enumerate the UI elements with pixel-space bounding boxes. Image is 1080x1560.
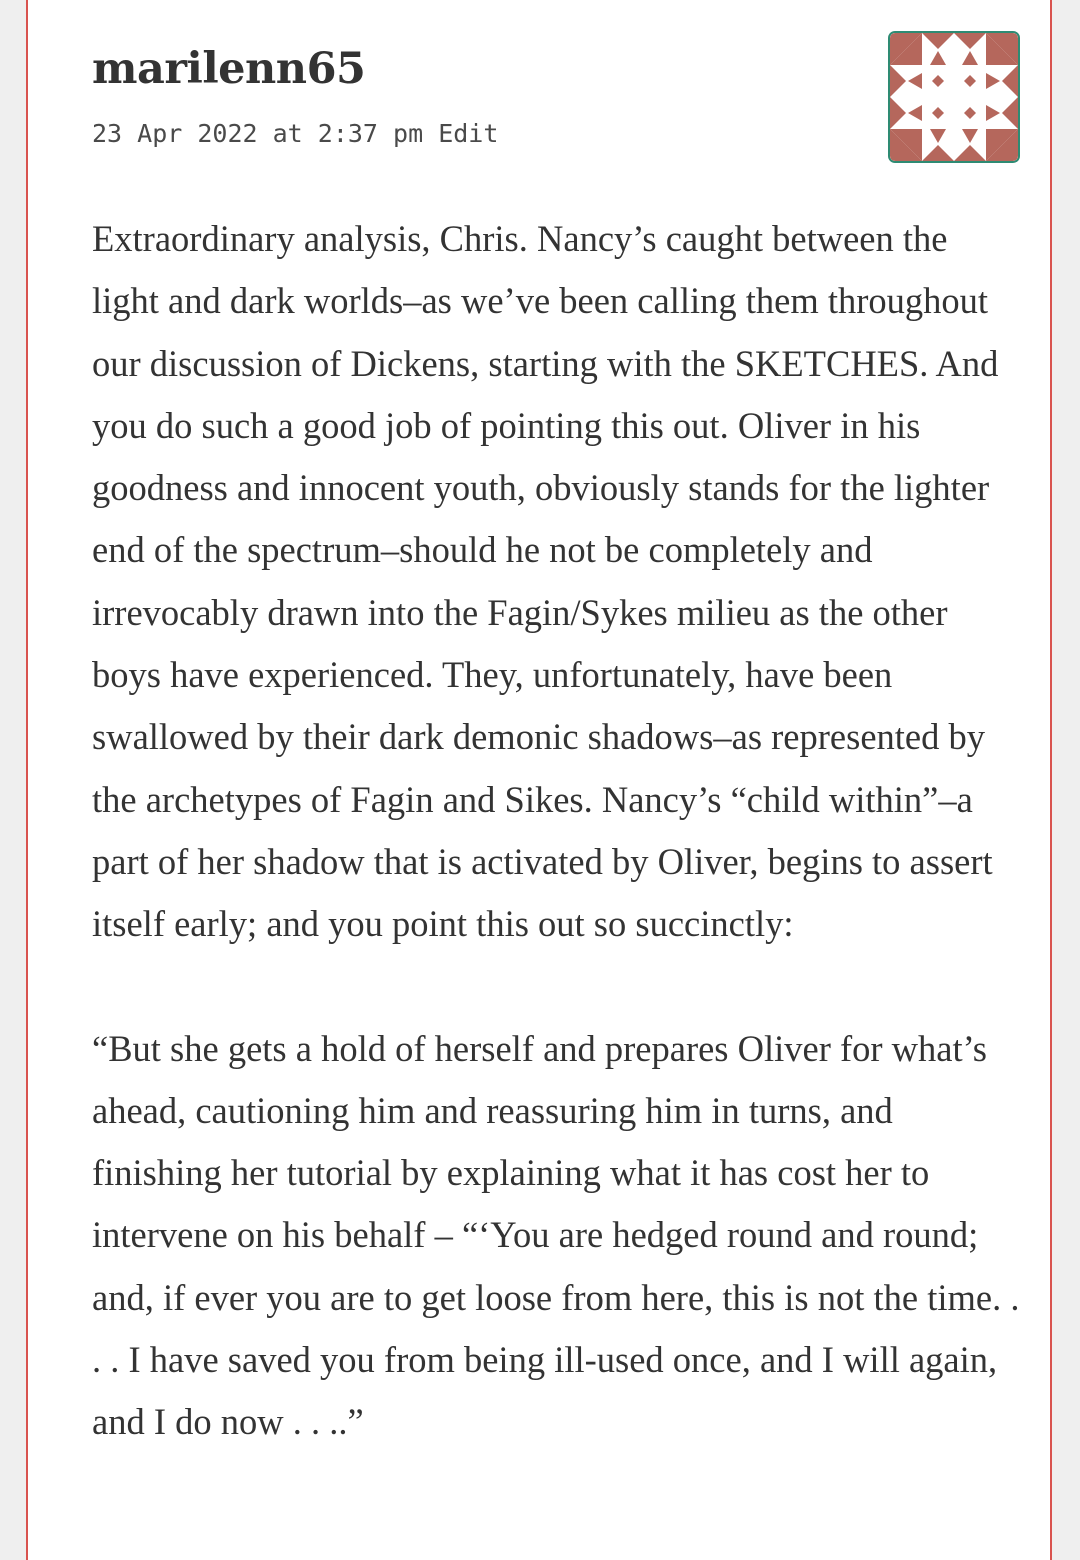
comment-meta: [92, 116, 498, 152]
comment-quote-paragraph: “But she gets a hold of herself and prepares Oliver for what’s ahead, cautioning him and reassuring him in turns, and finishing her tutorial by explaining what it has cost her to intervene on his behalf – “‘You are hedged round and round; and, if ever you are to get loose from here, this is not the time. . . . I have saved you from being ill-used once, and I will again, and I do now . . ..”: [92, 1027, 1020, 1443]
comment-body: [92, 208, 1022, 1516]
comment-paragraph: Extraordinary analysis, Chris. Nancy’s caught between the light and dark worlds–as we’ve been calling them throughout our discussion of Dickens, starting with the SKETCHES. And you do such a good job of pointing this out. Oliver in his goodness and innocent youth, obviously stands for the lighter end of the spectrum–should he not be completely and irrevocably drawn into the Fagin/Sykes milieu as the other boys have experienced. They, unfortunately, have been swallowed by their dark demonic shadows–as represented by the archetypes of Fagin and Sikes. Nancy’s “child within”–a part of her shadow that is activated by Oliver, begins to assert itself early; and you point this out so succinctly:: [92, 218, 999, 945]
identicon-avatar-icon[interactable]: [888, 31, 1020, 163]
comment-author[interactable]: marilenn65: [92, 44, 366, 94]
comment-card: [26, 0, 1052, 1560]
comment-timestamp[interactable]: 23 Apr 2022 at 2:37 pm: [92, 119, 424, 148]
edit-link[interactable]: Edit: [438, 119, 499, 148]
